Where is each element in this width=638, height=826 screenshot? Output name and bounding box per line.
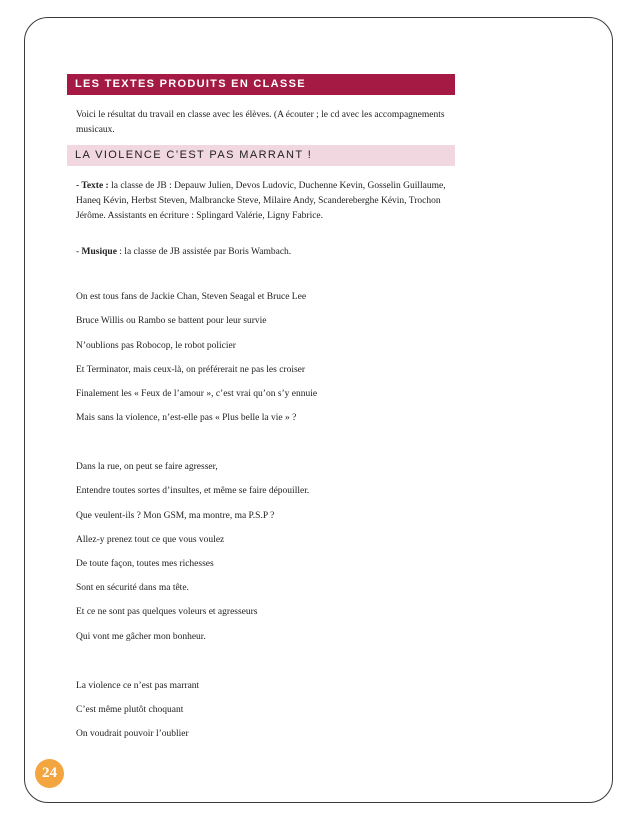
lyric-line: On voudrait pouvoir l’oublier	[76, 729, 189, 739]
credits-text	[76, 179, 460, 224]
lyric-line: Et Terminator, mais ceux-là, on préférerait ne pas les croiser	[76, 365, 306, 375]
lyric-line: Finalement les « Feux de l’amour », c’est vrai qu’on s’y ennuie	[76, 389, 318, 399]
lyric-line: Que veulent-ils ? Mon GSM, ma montre, ma P.S.P ?	[76, 511, 275, 521]
lyric-line: Mais sans la violence, n’est-elle pas « Plus belle la vie » ?	[76, 413, 297, 423]
lyric-line: C’est même plutôt choquant	[76, 705, 184, 715]
credits-music-value: : la classe de JB assistée par Boris Wambach.	[116, 247, 292, 257]
credits-music-prefix: -	[76, 247, 82, 257]
credits-music	[76, 245, 460, 260]
intro-paragraph: Voici le résultat du travail en classe avec les élèves. (A écouter ; le cd avec les accompagnements musicaux.	[76, 110, 445, 135]
lyric-line: Sont en sécurité dans ma tête.	[76, 583, 189, 593]
section-title: LES TEXTES PRODUITS EN CLASSE	[67, 74, 455, 95]
credits-text-value: la classe de JB : Depauw Julien, Devos Ludovic, Duchenne Kevin, Gosselin Guillaume, Haneq Kévin, Herbst Steven, Malbrancke Steve, Milaire Andy, Scandereberghe Kévin, Trochon Jérôme. Assistants en écriture : Splingard Valérie, Ligny Fabrice.	[76, 181, 446, 221]
page-number-badge: 24	[35, 759, 64, 788]
lyric-line: La violence ce n’est pas marrant	[76, 681, 200, 691]
lyric-line: On est tous fans de Jackie Chan, Steven Seagal et Bruce Lee	[76, 292, 307, 302]
lyric-line: Dans la rue, on peut se faire agresser,	[76, 462, 218, 472]
song-title: LA VIOLENCE C’EST PAS MARRANT !	[67, 145, 455, 166]
lyric-line: N’oublions pas Robocop, le robot policier	[76, 341, 236, 351]
lyric-line: De toute façon, toutes mes richesses	[76, 559, 214, 569]
lyric-line: Allez-y prenez tout ce que vous voulez	[76, 535, 225, 545]
lyric-line: Et ce ne sont pas quelques voleurs et agresseurs	[76, 607, 258, 617]
lyric-line: Bruce Willis ou Rambo se battent pour leur survie	[76, 316, 267, 326]
credits-music-label: Musique	[81, 247, 117, 257]
lyric-line: Entendre toutes sortes d’insultes, et même se faire dépouiller.	[76, 486, 310, 496]
credits-text-label: - Texte :	[76, 181, 109, 191]
lyric-line: Qui vont me gâcher mon bonheur.	[76, 632, 206, 642]
